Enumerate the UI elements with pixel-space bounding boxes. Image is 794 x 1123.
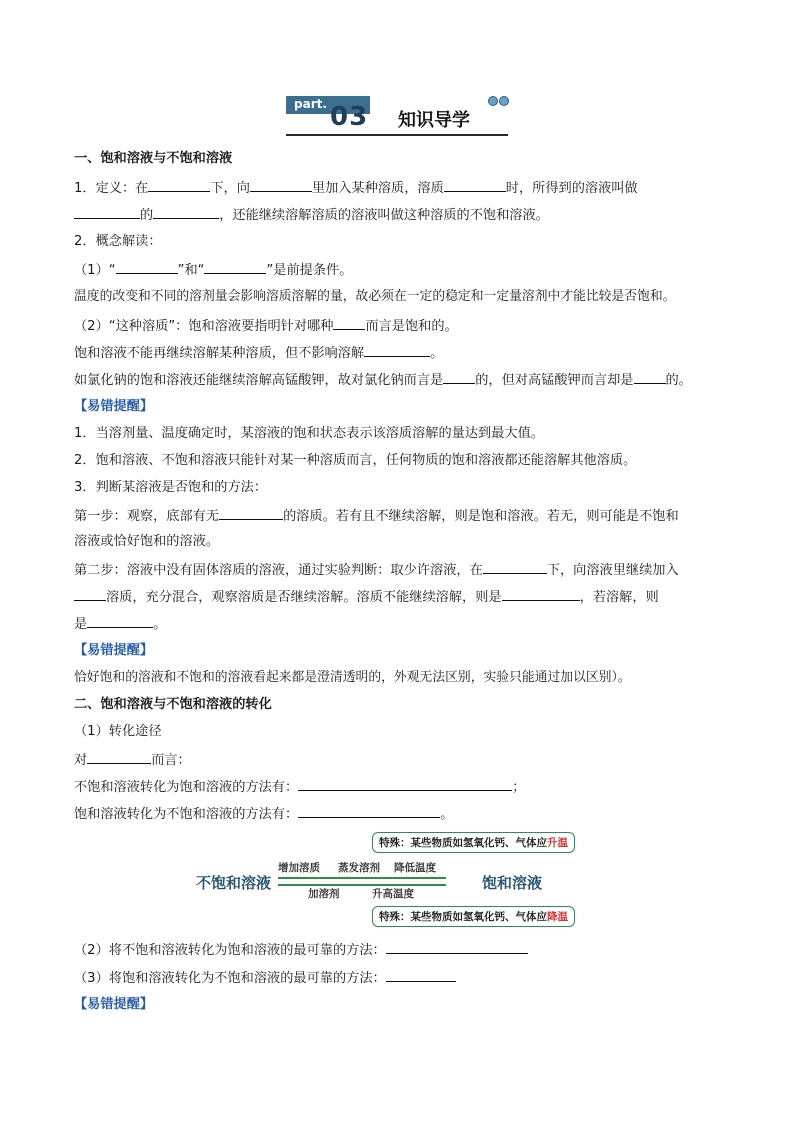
method-sat-to-unsat: 饱和溶液转化为不饱和溶液的方法有： 。 xyxy=(74,804,453,824)
step-1-cont: 溶液或恰好饱和的溶液。 xyxy=(74,534,220,549)
conversion-target: 对 而言： xyxy=(74,750,191,770)
special-box-bottom: 特殊：某些物质如氢氧化钙、气体应降温 xyxy=(372,906,575,927)
tip-2-item-1: 恰好饱和的溶液和不饱和的溶液看起来都是澄清透明的，外观无法区别，实验只能通过加以区别）。 xyxy=(74,670,631,685)
tip-1-item-1: 1．当溶剂量、温度确定时，某溶液的饱和状态表示该溶质溶解的量达到最大值。 xyxy=(74,426,544,441)
header-title: 知识导学 xyxy=(398,110,470,131)
forward-label-add-solute: 增加溶质 xyxy=(278,862,320,874)
concept-2-note: 饱和溶液不能再继续溶解某种溶质，但不影响溶解 。 xyxy=(74,343,443,363)
forward-label-evaporate: 蒸发溶剂 xyxy=(338,862,380,874)
part-number: 03 xyxy=(330,102,369,132)
conversion-path: （1）转化途径 xyxy=(74,724,162,739)
part-label: part. xyxy=(294,97,327,111)
concept-2-example: 如氯化钠的饱和溶液还能继续溶解高锰酸钾，故对氯化钠而言是 的，但对高锰酸钾而言却是 的。 xyxy=(74,370,692,390)
saturated-label: 饱和溶液 xyxy=(482,874,543,892)
question-3: （3）将饱和溶液转化为不饱和溶液的最可靠的方法： xyxy=(74,968,456,988)
section-header xyxy=(286,96,508,138)
section1-heading: 一、饱和溶液与不饱和溶液 xyxy=(74,151,233,166)
step-2-end: 是 。 xyxy=(74,614,166,634)
tip-label-1: 【易错提醒】 xyxy=(74,399,154,414)
tip-1-item-2: 2．饱和溶液、不饱和溶液只能针对某一种溶质而言，任何物质的饱和溶液都还能溶解其他溶质。 xyxy=(74,453,637,468)
unsaturated-label: 不饱和溶液 xyxy=(196,874,272,892)
backward-arrow-icon xyxy=(278,884,446,886)
concept-heading: 2．概念解读： xyxy=(74,234,162,249)
step-2-cont: 溶质，充分混合，观察溶质是否继续溶解。溶质不能继续溶解，则是 ，若溶解，则 xyxy=(74,587,659,607)
special-box-top: 特殊：某些物质如氢氧化钙、气体应升温 xyxy=(372,832,575,853)
tip-label-2: 【易错提醒】 xyxy=(74,643,154,658)
section2-heading: 二、饱和溶液与不饱和溶液的转化 xyxy=(74,697,272,712)
conversion-diagram xyxy=(190,828,600,930)
backward-label-raise-temp: 升高温度 xyxy=(372,888,414,900)
tip-label-3: 【易错提醒】 xyxy=(74,997,154,1012)
header-underline xyxy=(286,134,508,136)
method-unsat-to-sat: 不饱和溶液转化为饱和溶液的方法有： ； xyxy=(74,777,525,797)
question-2: （2）将不饱和溶液转化为饱和溶液的最可靠的方法： xyxy=(74,940,528,960)
decorative-dots-icon xyxy=(488,96,510,106)
tip-1-item-3: 3．判断某溶液是否饱和的方法： xyxy=(74,480,268,495)
definition-line-2: 的 ，还能继续溶解溶质的溶液叫做这种溶质的不饱和溶液。 xyxy=(74,205,549,225)
definition-line-1: 1．定义：在 下，向 里加入某种溶质，溶质 时，所得到的溶液叫做 xyxy=(74,178,638,198)
concept-2: （2）“这种溶质”：饱和溶液要指明针对哪种 而言是饱和的。 xyxy=(74,316,458,336)
forward-label-lower-temp: 降低温度 xyxy=(394,862,436,874)
step-2: 第二步：溶液中没有固体溶质的溶液，通过实验判断：取少许溶液，在 下，向溶液里继续加入 xyxy=(74,560,679,580)
step-1: 第一步：观察，底部有无 的溶质。若有且不继续溶解，则是饱和溶液。若无，则可能是不饱和 xyxy=(74,506,679,526)
forward-arrow-icon xyxy=(278,877,446,879)
concept-1-note: 温度的改变和不同的溶剂量会影响溶质溶解的量，故必须在一定的稳定和一定量溶剂中才能比较是否饱和。 xyxy=(74,289,676,304)
concept-1: （1）“ ”和“ ”是前提条件。 xyxy=(74,260,352,280)
backward-label-add-solvent: 加溶剂 xyxy=(308,888,340,900)
